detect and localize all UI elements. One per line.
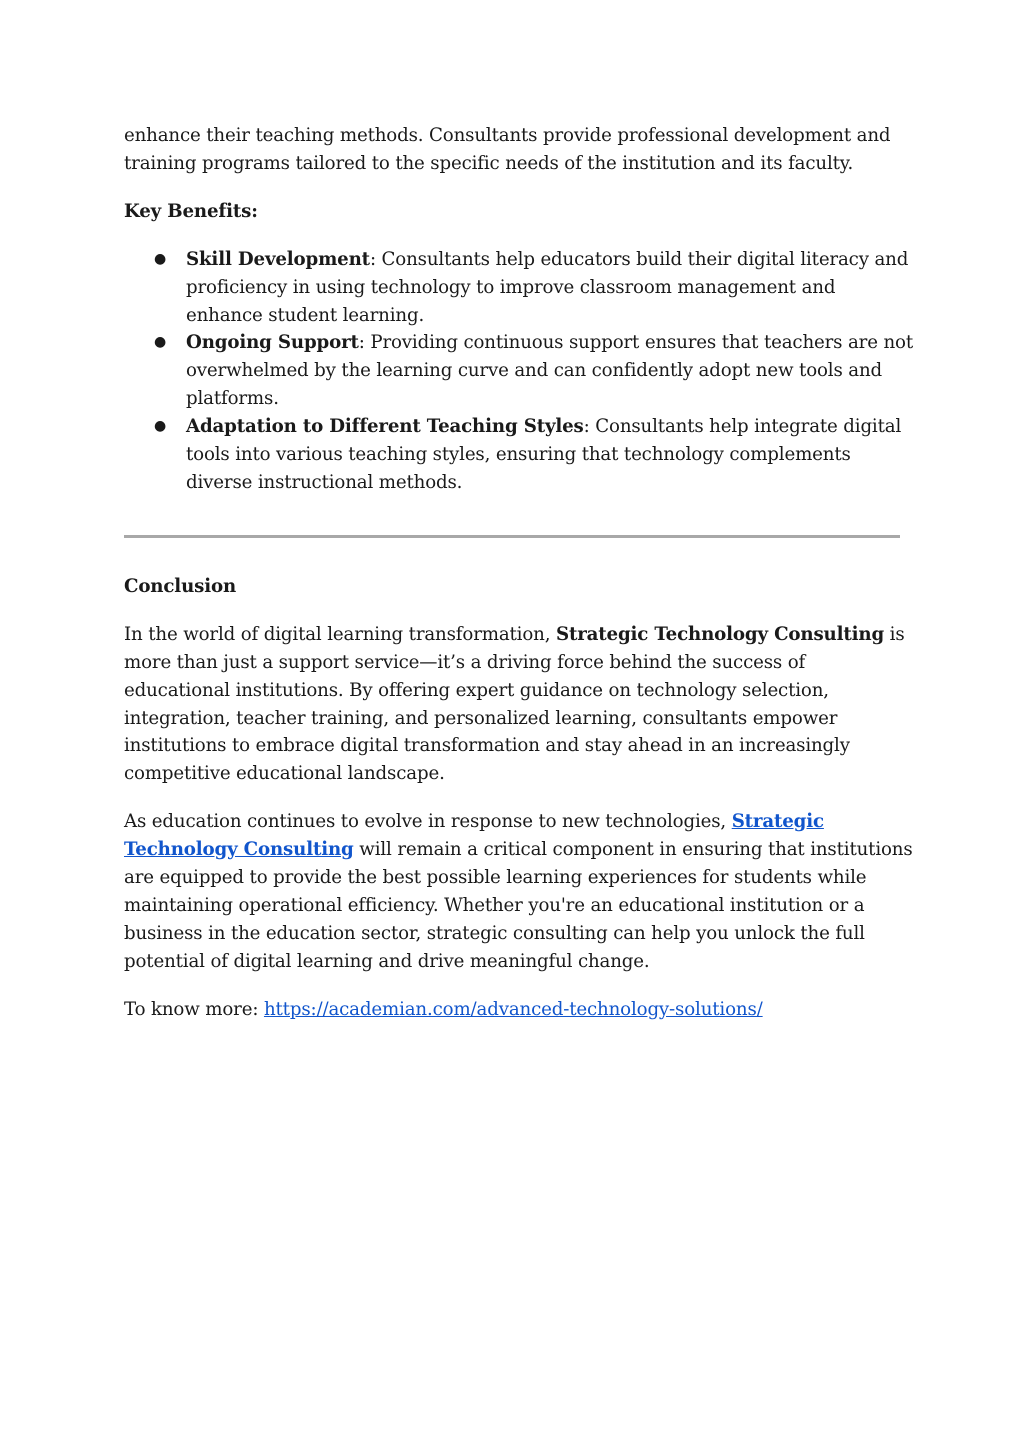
emphasis-text: Strategic Technology Consulting bbox=[555, 623, 885, 645]
benefit-title: Skill Development bbox=[186, 248, 370, 270]
horizontal-divider bbox=[124, 535, 900, 538]
paragraph-text: will remain a critical component in ensuring that institutions are equipped to provide the best possible learning experiences for students while maintaining operational efficiency. Whether you're an educational institution or a business in the education sector, strategic consulting can help you unlock the full potential of digital learning and drive meaningful change. bbox=[124, 839, 913, 972]
list-item bbox=[124, 246, 914, 330]
intro-paragraph: enhance their teaching methods. Consultants provide professional development and training programs tailored to the specific needs of the institution and its faculty. bbox=[124, 125, 891, 174]
know-more-line bbox=[124, 996, 914, 1024]
key-benefits-list bbox=[124, 246, 914, 497]
know-more-label: To know more: bbox=[124, 998, 264, 1020]
list-item bbox=[124, 329, 914, 413]
bullet-icon: ● bbox=[154, 418, 167, 435]
conclusion-paragraph-1 bbox=[124, 621, 914, 788]
document-page bbox=[124, 122, 914, 1044]
list-item bbox=[124, 413, 914, 497]
benefit-text: : Providing continuous support ensures that teachers are not overwhelmed by the learning curve and can confidently adopt new tools and platforms. bbox=[186, 332, 913, 410]
conclusion-paragraph-2 bbox=[124, 808, 914, 975]
benefit-title: Adaptation to Different Teaching Styles bbox=[186, 416, 584, 438]
paragraph-text: In the world of digital learning transformation, bbox=[124, 623, 556, 645]
paragraph-text: As education continues to evolve in response to new technologies, bbox=[124, 811, 732, 833]
bullet-icon: ● bbox=[154, 334, 167, 351]
paragraph-text: is more than just a support service—it’s a driving force behind the success of educational institutions. By offering expert guidance on technology selection, integration, teacher training, and personalized learning, consultants empower institutions to embrace digital transformation and stay ahead in an increasingly competitive educational landscape. bbox=[124, 623, 905, 785]
benefit-title: Ongoing Support bbox=[186, 332, 359, 354]
key-benefits-heading: Key Benefits: bbox=[124, 200, 258, 222]
benefit-text: : Consultants help educators build their digital literacy and proficiency in using technology to improve classroom management and enhance student learning. bbox=[186, 248, 909, 326]
strategic-technology-consulting-link[interactable]: Strategic Technology Consulting bbox=[124, 811, 824, 861]
conclusion-heading: Conclusion bbox=[124, 575, 237, 597]
bullet-icon: ● bbox=[154, 250, 167, 267]
academian-url-link[interactable]: https://academian.com/advanced-technology-solutions/ bbox=[263, 998, 763, 1020]
benefit-text: : Consultants help integrate digital tools into various teaching styles, ensuring that technology complements diverse instructional methods. bbox=[186, 416, 902, 493]
